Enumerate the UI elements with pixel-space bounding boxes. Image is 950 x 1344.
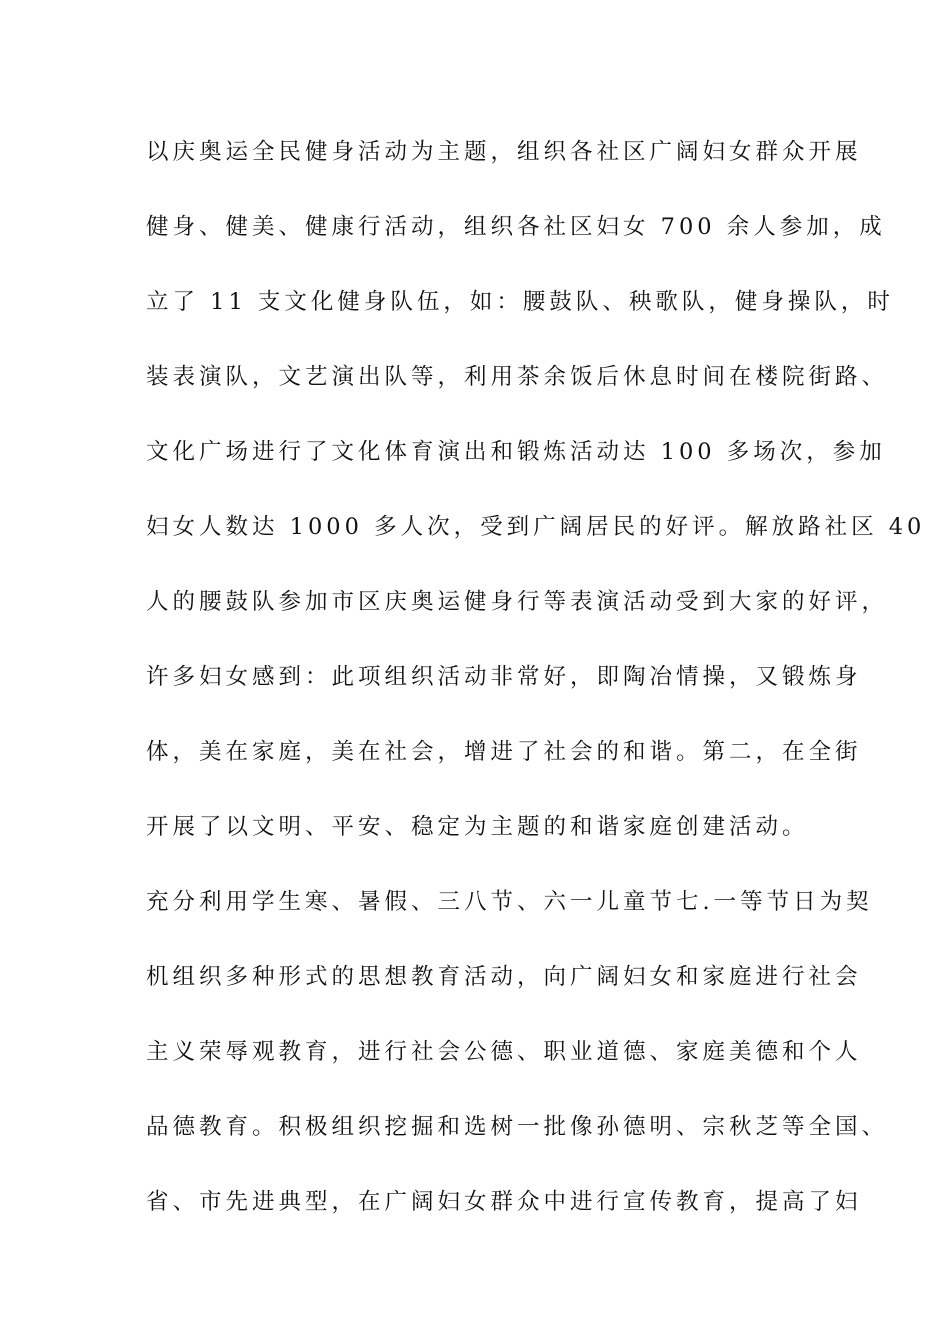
text-line: 机组织多种形式的思想教育活动，向广阔妇女和家庭进行社会 — [146, 964, 862, 990]
text-line: 许多妇女感到：此项组织活动非常好，即陶冶情操，又锻炼身 — [146, 664, 862, 690]
text-line: 装表演队，文艺演出队等，利用茶余饭后休息时间在楼院街路、 — [146, 364, 889, 390]
text-line: 品德教育。积极组织挖掘和选树一批像孙德明、宗秋芝等全国、 — [146, 1114, 889, 1140]
text-line: 充分利用学生寒、暑假、三八节、六一儿童节七.一等节日为契 — [146, 889, 873, 915]
text-line: 妇女人数达 1000 多人次，受到广阔居民的好评。解放路社区 40 — [146, 514, 926, 540]
text-line: 以庆奥运全民健身活动为主题，组织各社区广阔妇女群众开展 — [146, 139, 862, 165]
text-line: 省、市先进典型，在广阔妇女群众中进行宣传教育，提高了妇 — [146, 1189, 862, 1215]
text-line: 开展了以文明、平安、稳定为主题的和谐家庭创建活动。 — [146, 814, 809, 840]
text-line: 文化广场进行了文化体育演出和锻炼活动达 100 多场次，参加 — [146, 439, 886, 465]
text-line: 立了 11 支文化健身队伍，如：腰鼓队、秧歌队，健身操队，时 — [146, 289, 894, 315]
text-line: 健身、健美、健康行活动，组织各社区妇女 700 余人参加，成 — [146, 214, 886, 240]
text-line: 主义荣辱观教育，进行社会公德、职业道德、家庭美德和个人 — [146, 1039, 862, 1065]
body-text — [146, 132, 926, 1257]
text-line: 人的腰鼓队参加市区庆奥运健身行等表演活动受到大家的好评， — [146, 589, 889, 615]
text-line: 体，美在家庭，美在社会，增进了社会的和谐。第二，在全街 — [146, 739, 862, 765]
